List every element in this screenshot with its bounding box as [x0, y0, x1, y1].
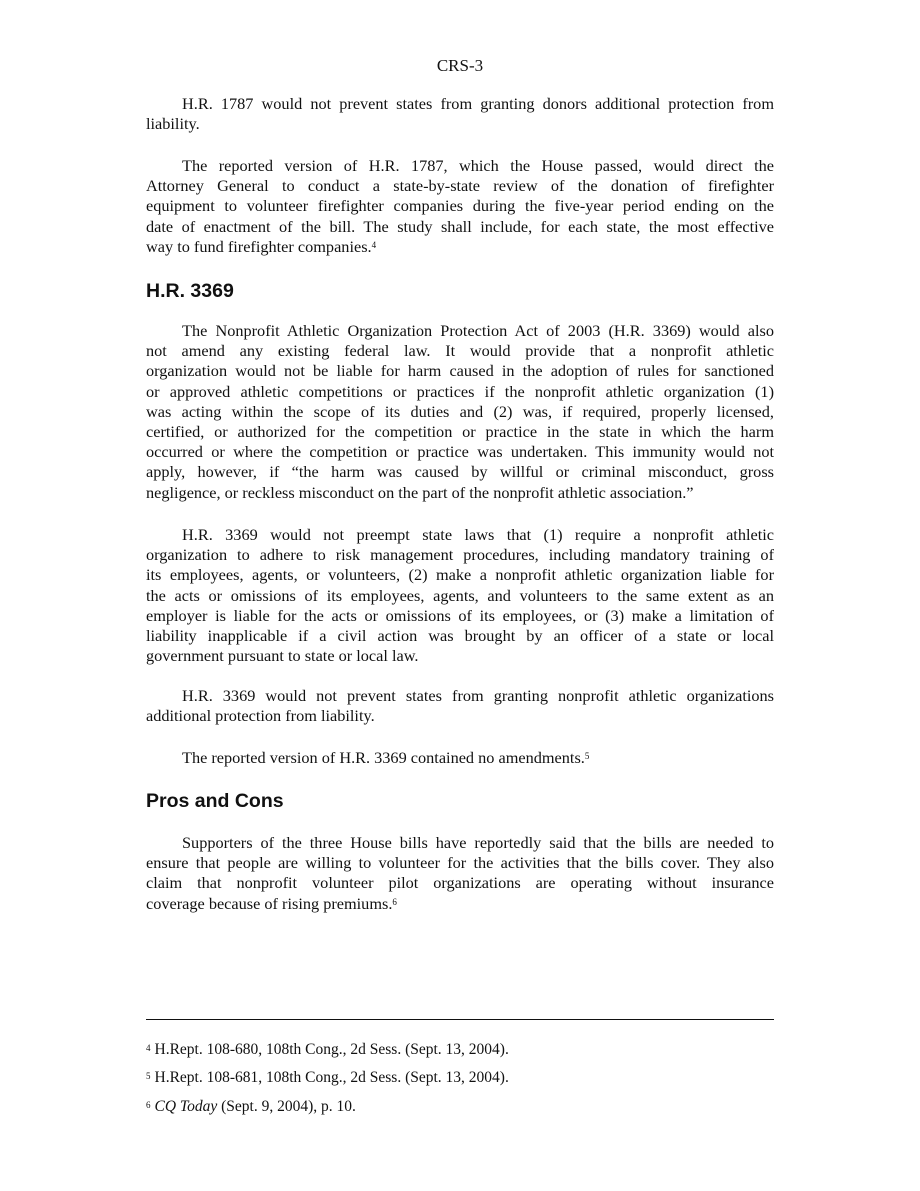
text-line	[146, 894, 774, 914]
text-line	[146, 237, 774, 257]
text-line: occurred or where the competition or practice was undertaken. This immunity would not	[146, 442, 774, 462]
text-line: H.R. 3369 would not prevent states from granting nonprofit athletic organizations	[182, 686, 774, 705]
footnote-ref: 4	[371, 239, 377, 250]
footnote-divider	[146, 1019, 774, 1020]
paragraph-5	[146, 686, 774, 726]
text-line: government pursuant to state or local law.	[146, 646, 419, 666]
footnote-ref: 5	[584, 751, 590, 761]
text-line: its employees, agents, or volunteers, (2) make a nonprofit athletic organization liable for	[146, 565, 774, 585]
text-line: H.R. 3369 would not preempt state laws that (1) require a nonprofit athletic	[182, 525, 774, 544]
section-heading-hr3369: H.R. 3369	[146, 280, 234, 302]
paragraph-2	[146, 156, 774, 257]
text-line: The Nonprofit Athletic Organization Protection Act of 2003 (H.R. 3369) would also	[182, 321, 774, 340]
text-line: liability inapplicable if a civil action was brought by an officer of a state or local	[146, 625, 774, 645]
section-heading-pros-cons: Pros and Cons	[146, 790, 284, 812]
text-line: negligence, or reckless misconduct on the part of the nonprofit athletic association.”	[146, 482, 694, 502]
footnote-text: H.Rept. 108-681, 108th Cong., 2d Sess. (Sept. 13, 2004).	[154, 1069, 509, 1086]
footnote-number: 6	[146, 1100, 151, 1110]
text-line: organization to adhere to risk management procedures, including mandatory training of	[146, 545, 774, 565]
text-line: equipment to volunteer firefighter companies during the five-year period ending on the	[146, 196, 774, 216]
text-line-content: The reported version of H.R. 3369 contained no amendments.	[182, 748, 585, 767]
text-line: not amend any existing federal law. It would provide that a nonprofit athletic	[146, 341, 774, 361]
text-line: claim that nonprofit volunteer pilot organizations are operating without insurance	[146, 873, 774, 893]
text-line: apply, however, if “the harm was caused by willful or criminal misconduct, gross	[146, 462, 774, 482]
text-line: additional protection from liability.	[146, 706, 375, 726]
text-line: the acts or omissions of its employees, agents, and volunteers to the same extent as an	[146, 585, 774, 605]
paragraph-7	[146, 833, 774, 914]
footnote-5	[146, 1068, 509, 1087]
footnote-text: H.Rept. 108-680, 108th Cong., 2d Sess. (Sept. 13, 2004).	[154, 1041, 509, 1058]
text-line: date of enactment of the bill. The study shall include, for each state, the most effective	[146, 216, 774, 236]
text-line	[146, 748, 774, 768]
footnote-4	[146, 1040, 509, 1059]
text-line: or approved athletic competitions or practices if the nonprofit athletic organization (1)	[146, 381, 774, 401]
text-line: was acting within the scope of its duties and (2) was, if required, properly licensed,	[146, 401, 774, 421]
text-line: Attorney General to conduct a state-by-state review of the donation of firefighter	[146, 176, 774, 196]
footnote-6	[146, 1097, 356, 1116]
paragraph-3	[146, 321, 774, 503]
text-line: ensure that people are willing to volunteer for the activities that the bills cover. They also	[146, 853, 774, 873]
text-line: Supporters of the three House bills have reportedly said that the bills are needed to	[182, 833, 774, 852]
text-line: certified, or authorized for the competition or practice in the state in which the harm	[146, 421, 774, 441]
text-line: The reported version of H.R. 1787, which the House passed, would direct the	[182, 156, 774, 175]
footnote-number: 5	[146, 1071, 151, 1081]
paragraph-6	[146, 748, 774, 768]
text-line-content: coverage because of rising premiums.	[146, 893, 393, 913]
paragraph-4	[146, 525, 774, 666]
text-line: H.R. 1787 would not prevent states from granting donors additional protection from	[182, 94, 774, 113]
footnote-text: (Sept. 9, 2004), p. 10.	[217, 1098, 356, 1115]
text-line: organization would not be liable for harm caused in the adoption of rules for sanctioned	[146, 361, 774, 381]
footnote-number: 4	[146, 1043, 151, 1053]
text-line: employer is liable for the acts or omissions of its employees, or (3) make a limitation of	[146, 605, 774, 625]
paragraph-1	[146, 94, 774, 134]
footnote-source-title: CQ Today	[154, 1098, 218, 1115]
text-line-content: way to fund firefighter companies.	[146, 236, 372, 256]
page-number-header: CRS-3	[436, 56, 484, 75]
text-line: liability.	[146, 114, 200, 134]
footnote-ref: 6	[392, 896, 397, 907]
